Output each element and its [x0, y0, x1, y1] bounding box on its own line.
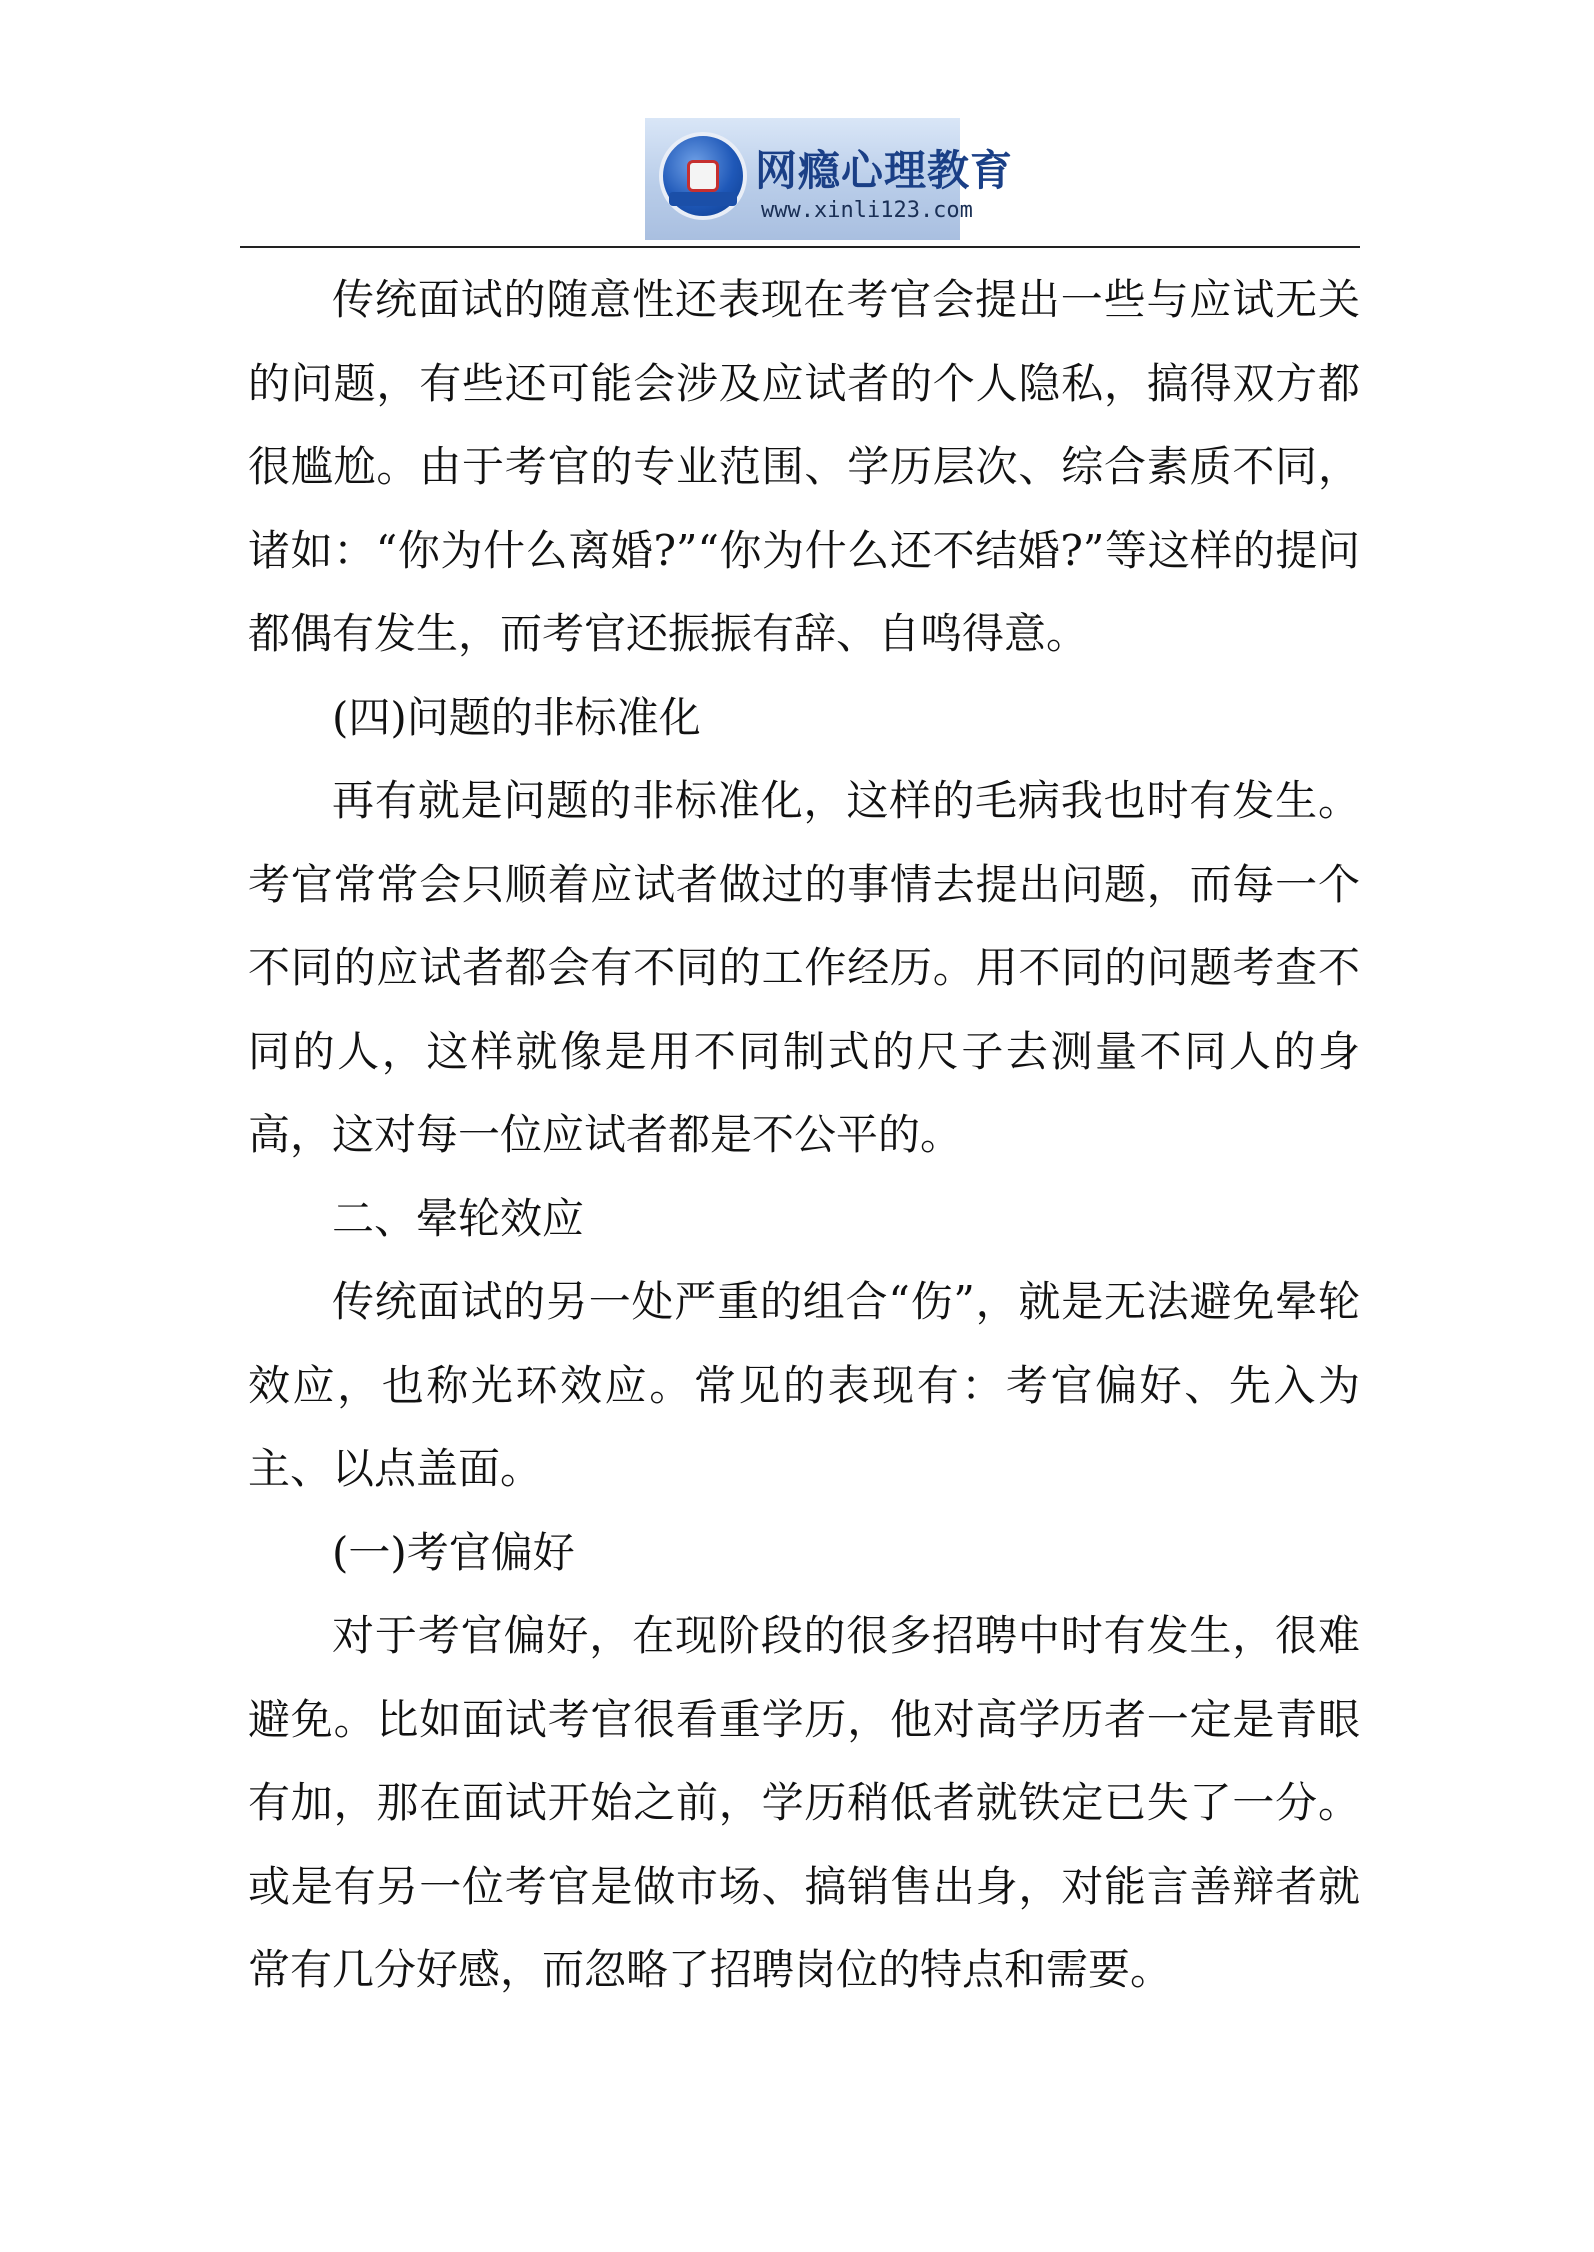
emblem-ribbon-icon: [669, 192, 737, 206]
logo-url-text: www.xinli123.com: [761, 198, 973, 223]
paragraph: 对于考官偏好，在现阶段的很多招聘中时有发生，很难避免。比如面试考官很看重学历，他对高学历者一定是青眼有加，那在面试开始之前，学历稍低者就铁定已失了一分。或是有另一位考官是做市场、搞销售出身，对能言善辩者就常有几分好感，而忽略了招聘岗位的特点和需要。: [248, 1611, 1360, 1994]
page-header: [0, 0, 1594, 250]
section-heading: (四)问题的非标准化: [332, 692, 701, 742]
emblem-shield-icon: [687, 160, 719, 192]
document-body: [248, 258, 1360, 2012]
paragraph: 传统面试的另一处严重的组合“伤”，就是无法避免晕轮效应，也称光环效应。常见的表现有：考官偏好、先入为主、以点盖面。: [248, 1277, 1360, 1493]
section-heading: (一)考官偏好: [332, 1527, 575, 1577]
section-heading: 二、晕轮效应: [332, 1193, 585, 1243]
header-divider: [240, 246, 1360, 248]
paragraph: 再有就是问题的非标准化，这样的毛病我也时有发生。考官常常会只顺着应试者做过的事情去提出问题，而每一个不同的应试者都会有不同的工作经历。用不同的问题考查不同的人，这样就像是用不同制式的尺子去测量不同人的身高，这对每一位应试者都是不公平的。: [248, 776, 1360, 1159]
paragraph: 传统面试的随意性还表现在考官会提出一些与应试无关的问题，有些还可能会涉及应试者的个人隐私，搞得双方都很尴尬。由于考官的专业范围、学历层次、综合素质不同，诸如：“你为什么离婚?”“你为什么还不结婚?”等这样的提问都偶有发生，而考官还振振有辞、自鸣得意。: [248, 275, 1360, 658]
logo-brand-text: 网瘾心理教育: [755, 146, 1014, 195]
logo: [645, 118, 1014, 240]
globe-emblem-icon: [659, 132, 747, 220]
